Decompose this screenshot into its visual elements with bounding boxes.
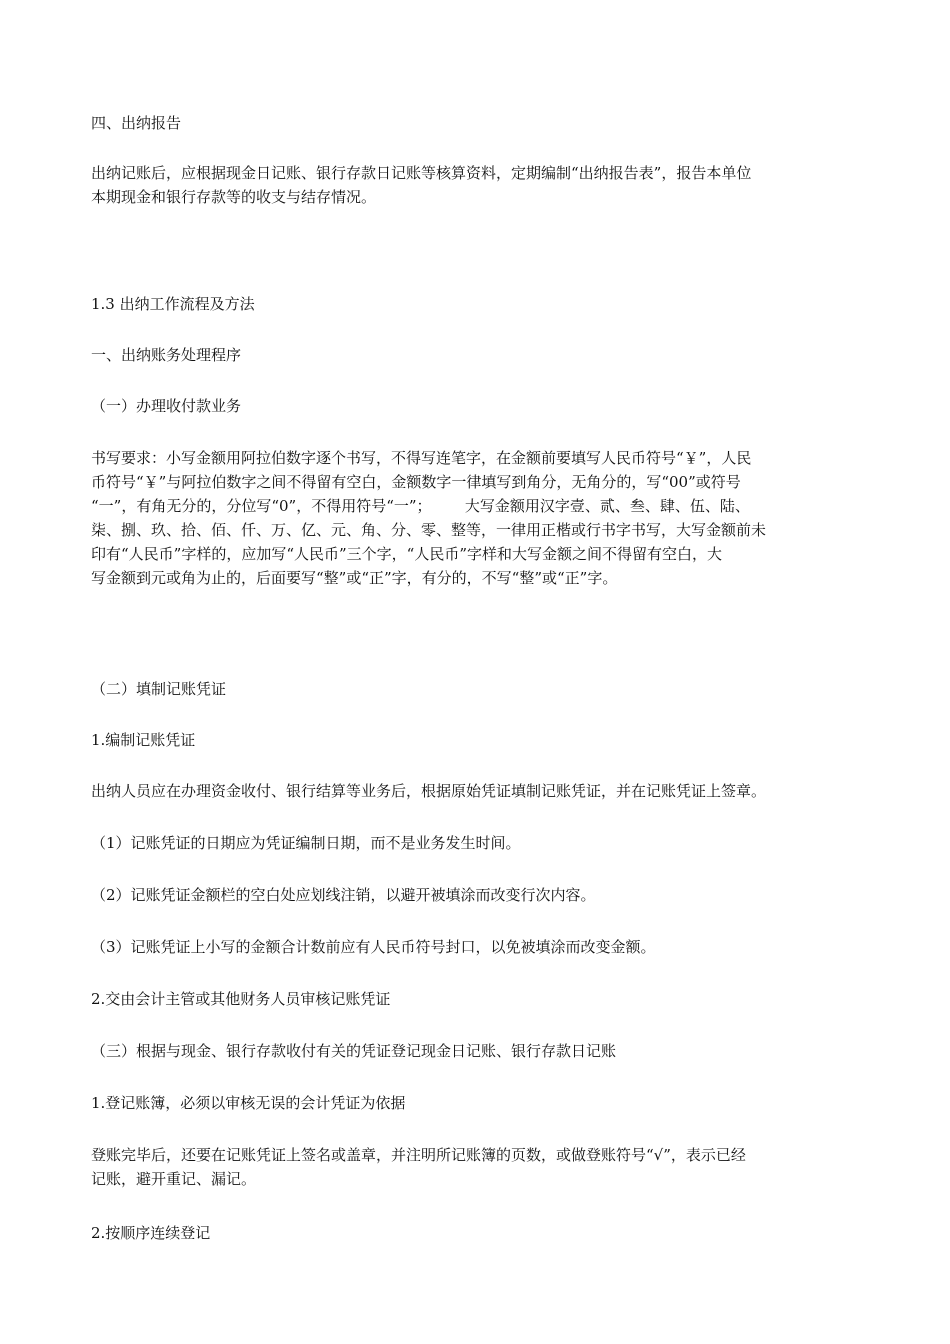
paragraph-line: 书写要求：小写金额用阿拉伯数字逐个书写，不得写连笔字，在金额前要填写人民币符号“￥”，人民 [91,449,752,467]
paragraph-line: “一”，有角无分的，分位写“0”，不得用符号“一”； 大写金额用汉字壹、贰、叁、肆、伍、陆、 [91,497,750,515]
item-1-point-2: （2）记账凭证金额栏的空白处应划线注销，以避开被填涂而改变行次内容。 [91,886,596,904]
ledger-1-heading: 1.登记账簿，必须以审核无误的会计凭证为依据 [91,1094,406,1112]
paragraph-line: 本期现金和银行存款等的收支与结存情况。 [91,188,377,206]
section-1-3-heading: 1.3 出纳工作流程及方法 [91,295,255,313]
paragraph-line: 出纳记账后，应根据现金日记账、银行存款日记账等核算资料，定期编制“出纳报告表”，报告本单位 [91,164,752,182]
item-1-point-3: （3）记账凭证上小写的金额合计数前应有人民币符号封口，以免被填涂而改变金额。 [91,938,656,956]
ledger-2-heading: 2.按顺序连续登记 [91,1224,211,1242]
paragraph-line: 登账完毕后，还要在记账凭证上签名或盖章，并注明所记账簿的页数，或做登账符号“√”，表示已经 [91,1146,746,1164]
ledger-1-paragraph [91,1143,871,1191]
section-four-heading: 四、出纳报告 [91,114,182,132]
sub-three-heading: （三）根据与现金、银行存款收付有关的凭证登记现金日记账、银行存款日记账 [91,1042,617,1060]
section-four-paragraph [91,161,871,209]
item-1-point-1: （1）记账凭证的日期应为凭证编制日期，而不是业务发生时间。 [91,834,521,852]
paragraph-line: 写金额到元或角为止的，后面要写“整”或“正”字，有分的，不写“整”或“正”字。 [91,569,618,587]
paragraph-line: 柒、捌、玖、拾、佰、仟、万、亿、元、角、分、零、整等，一律用正楷或行书字书写，大写金额前未 [91,521,767,539]
sub-two-heading: （二）填制记账凭证 [91,680,227,698]
sub-one-heading: （一）办理收付款业务 [91,397,242,415]
writing-requirements-paragraph [91,446,871,590]
item-1-paragraph: 出纳人员应在办理资金收付、银行结算等业务后，根据原始凭证填制记账凭证，并在记账凭证上签章。 [91,782,767,800]
paragraph-line: 币符号“￥”与阿拉伯数字之间不得留有空白，金额数字一律填写到角分，无角分的，写“00”或符号 [91,473,741,491]
paragraph-line: 记账，避开重记、漏记。 [91,1170,257,1188]
part-one-heading: 一、出纳账务处理程序 [91,346,242,364]
paragraph-line: 印有“人民币”字样的，应加写“人民币”三个字，“人民币”字样和大写金额之间不得留有空白，大 [91,545,723,563]
item-1-heading: 1.编制记账凭证 [91,731,196,749]
item-2-heading: 2.交由会计主管或其他财务人员审核记账凭证 [91,990,391,1008]
